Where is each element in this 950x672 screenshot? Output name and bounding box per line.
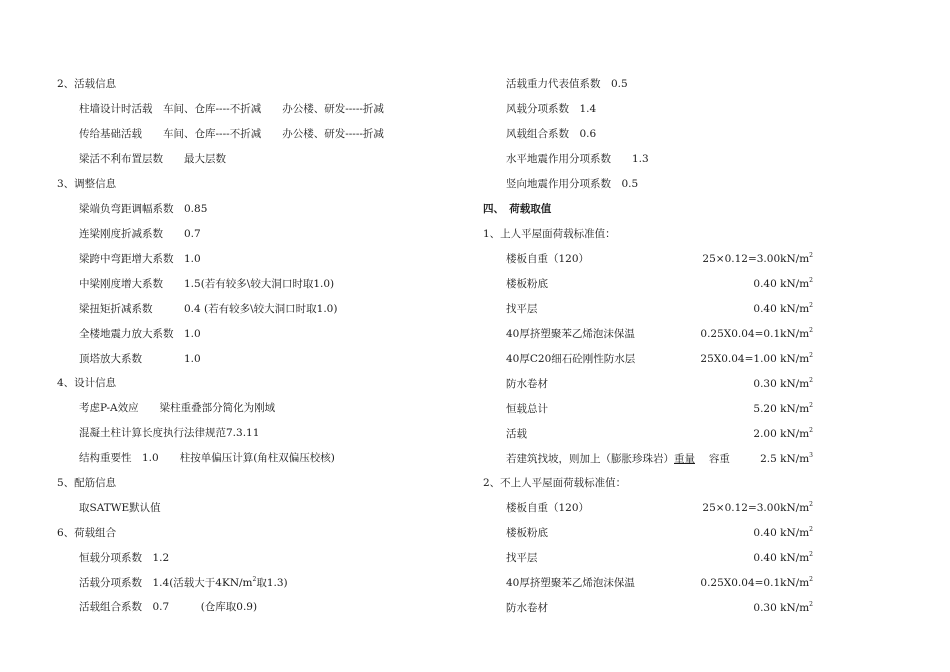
load-row <box>506 377 813 391</box>
load-row <box>506 551 813 565</box>
seismic-amplify-line: 全楼地震力放大系数 1.0 <box>79 328 201 340</box>
slope-value: 2.5 $kN/m^3$ <box>760 452 813 465</box>
wind-combo-line: 风载组合系数 0.6 <box>506 128 597 140</box>
live-combo-line: 活载组合系数 0.7 (仓库取0.9) <box>79 601 258 613</box>
load-value: 2.00 $kN/m^2$ <box>753 427 813 440</box>
live-load-heading: 2、活载信息 <box>57 78 117 90</box>
adjust-heading: 3、调整信息 <box>57 178 117 190</box>
load-label: 40厚C20细石砼刚性防水层 <box>506 353 636 365</box>
load-row <box>506 601 813 615</box>
load-row <box>506 427 813 441</box>
slope-text: 若建筑找坡，则加上（膨胀珍珠岩） <box>506 453 674 465</box>
load-label: 防水卷材 <box>506 378 548 390</box>
load-value: 0.40 $kN/m^2$ <box>753 526 813 539</box>
load-row <box>506 501 813 515</box>
load-value: 0.30 $kN/m^2$ <box>753 377 813 390</box>
beam-mid-moment-line: 梁跨中弯距增大系数 1.0 <box>79 253 201 265</box>
load-value: $0.25X0.04=0.1kN/m^2$ <box>700 327 813 340</box>
load-value: $0.25X0.04=0.1kN/m^2$ <box>700 576 813 589</box>
p-delta-line: 考虑P-A效应 梁柱重叠部分简化为刚域 <box>79 402 276 414</box>
load-label: 防水卷材 <box>506 602 548 614</box>
load-row <box>506 576 813 590</box>
load-value: 0.40 $kN/m^2$ <box>753 302 813 315</box>
combo-heading: 6、荷载组合 <box>57 527 117 539</box>
load-value: 0.40 $kN/m^2$ <box>753 277 813 290</box>
load-value: 0.30 $kN/m^2$ <box>753 601 813 614</box>
load-row <box>506 327 813 341</box>
load-value: 0.40 $kN/m^2$ <box>753 551 813 564</box>
load-value: $25\times 0.12=3.00kN/m^2$ <box>702 501 813 514</box>
load-row <box>506 352 813 366</box>
wind-factor-line: 风载分项系数 1.4 <box>506 103 597 115</box>
load-label: 楼板粉底 <box>506 278 548 290</box>
load-label: 恒载总计 <box>506 403 548 415</box>
load-value: $25\times 0.12=3.00kN/m^2$ <box>702 252 813 265</box>
rebar-heading: 5、配筋信息 <box>57 477 117 489</box>
roof2-heading: 2、不上人平屋面荷载标准值： <box>483 477 627 489</box>
load-label: 40厚挤塑聚苯乙烯泡沫保温 <box>506 328 635 340</box>
load-label: 40厚挤塑聚苯乙烯泡沫保温 <box>506 577 635 589</box>
foundation-live-line: 传给基础活载 车间、仓库----不折减 办公楼、研发-----折减 <box>79 128 384 140</box>
concrete-column-line: 混凝土柱计算长度执行法律规范7.3.11 <box>79 427 260 439</box>
satwe-default-line: 取SATWE默认值 <box>79 502 161 514</box>
load-label: 楼板自重（120） <box>506 502 590 514</box>
beam-live-layers-line: 梁活不利布置层数 最大层数 <box>79 153 226 165</box>
live-factor-line: 活载分项系数 1.4(活载大于$4KN/m^2$取1.3) <box>79 576 288 589</box>
load-row <box>506 302 813 316</box>
live-gravity-line: 活载重力代表值系数 0.5 <box>506 78 628 90</box>
tower-amplify-line: 顶塔放大系数 1.0 <box>79 353 201 365</box>
load-row <box>506 402 813 416</box>
vertical-seismic-line: 竖向地震作用分项系数 0.5 <box>506 178 639 190</box>
importance-line: 结构重要性 1.0 柱按单偏压计算(角柱双偏压校核) <box>79 452 335 464</box>
design-heading: 4、设计信息 <box>57 377 117 389</box>
load-label: 找平层 <box>506 552 538 564</box>
load-row <box>506 277 813 291</box>
mid-beam-stiffness-line: 中梁刚度增大系数 1.5(若有较多\较大洞口时取1.0) <box>79 278 335 290</box>
slope-weight: 重量 <box>674 453 695 465</box>
beam-torsion-line: 梁扭矩折减系数 0.4 (若有较多\较大洞口时取1.0) <box>79 303 338 315</box>
horizontal-seismic-line: 水平地震作用分项系数 1.3 <box>506 153 649 165</box>
load-value: 5.20 $kN/m^2$ <box>753 402 813 415</box>
slope-density: 容重 <box>708 453 730 465</box>
load-label: 楼板粉底 <box>506 527 548 539</box>
beam-end-moment-line: 梁端负弯距调幅系数 0.85 <box>79 203 208 215</box>
load-row <box>506 526 813 540</box>
load-label: 活载 <box>506 428 527 440</box>
load-row <box>506 252 813 266</box>
column-wall-live-line: 柱墙设计时活载 车间、仓库----不折减 办公楼、研发-----折减 <box>79 103 384 115</box>
dead-factor-line: 恒载分项系数 1.2 <box>79 552 170 564</box>
load-value: 25X0.04=1.00 $kN/m^2$ <box>700 352 813 365</box>
load-label: 楼板自重（120） <box>506 253 590 265</box>
slope-line <box>506 452 813 466</box>
load-label: 找平层 <box>506 303 538 315</box>
coupling-beam-line: 连梁刚度折减系数 0.7 <box>79 228 201 240</box>
roof1-heading: 1、上人平屋面荷载标准值： <box>483 228 616 240</box>
load-values-heading: 四、 荷载取值 <box>483 203 552 215</box>
